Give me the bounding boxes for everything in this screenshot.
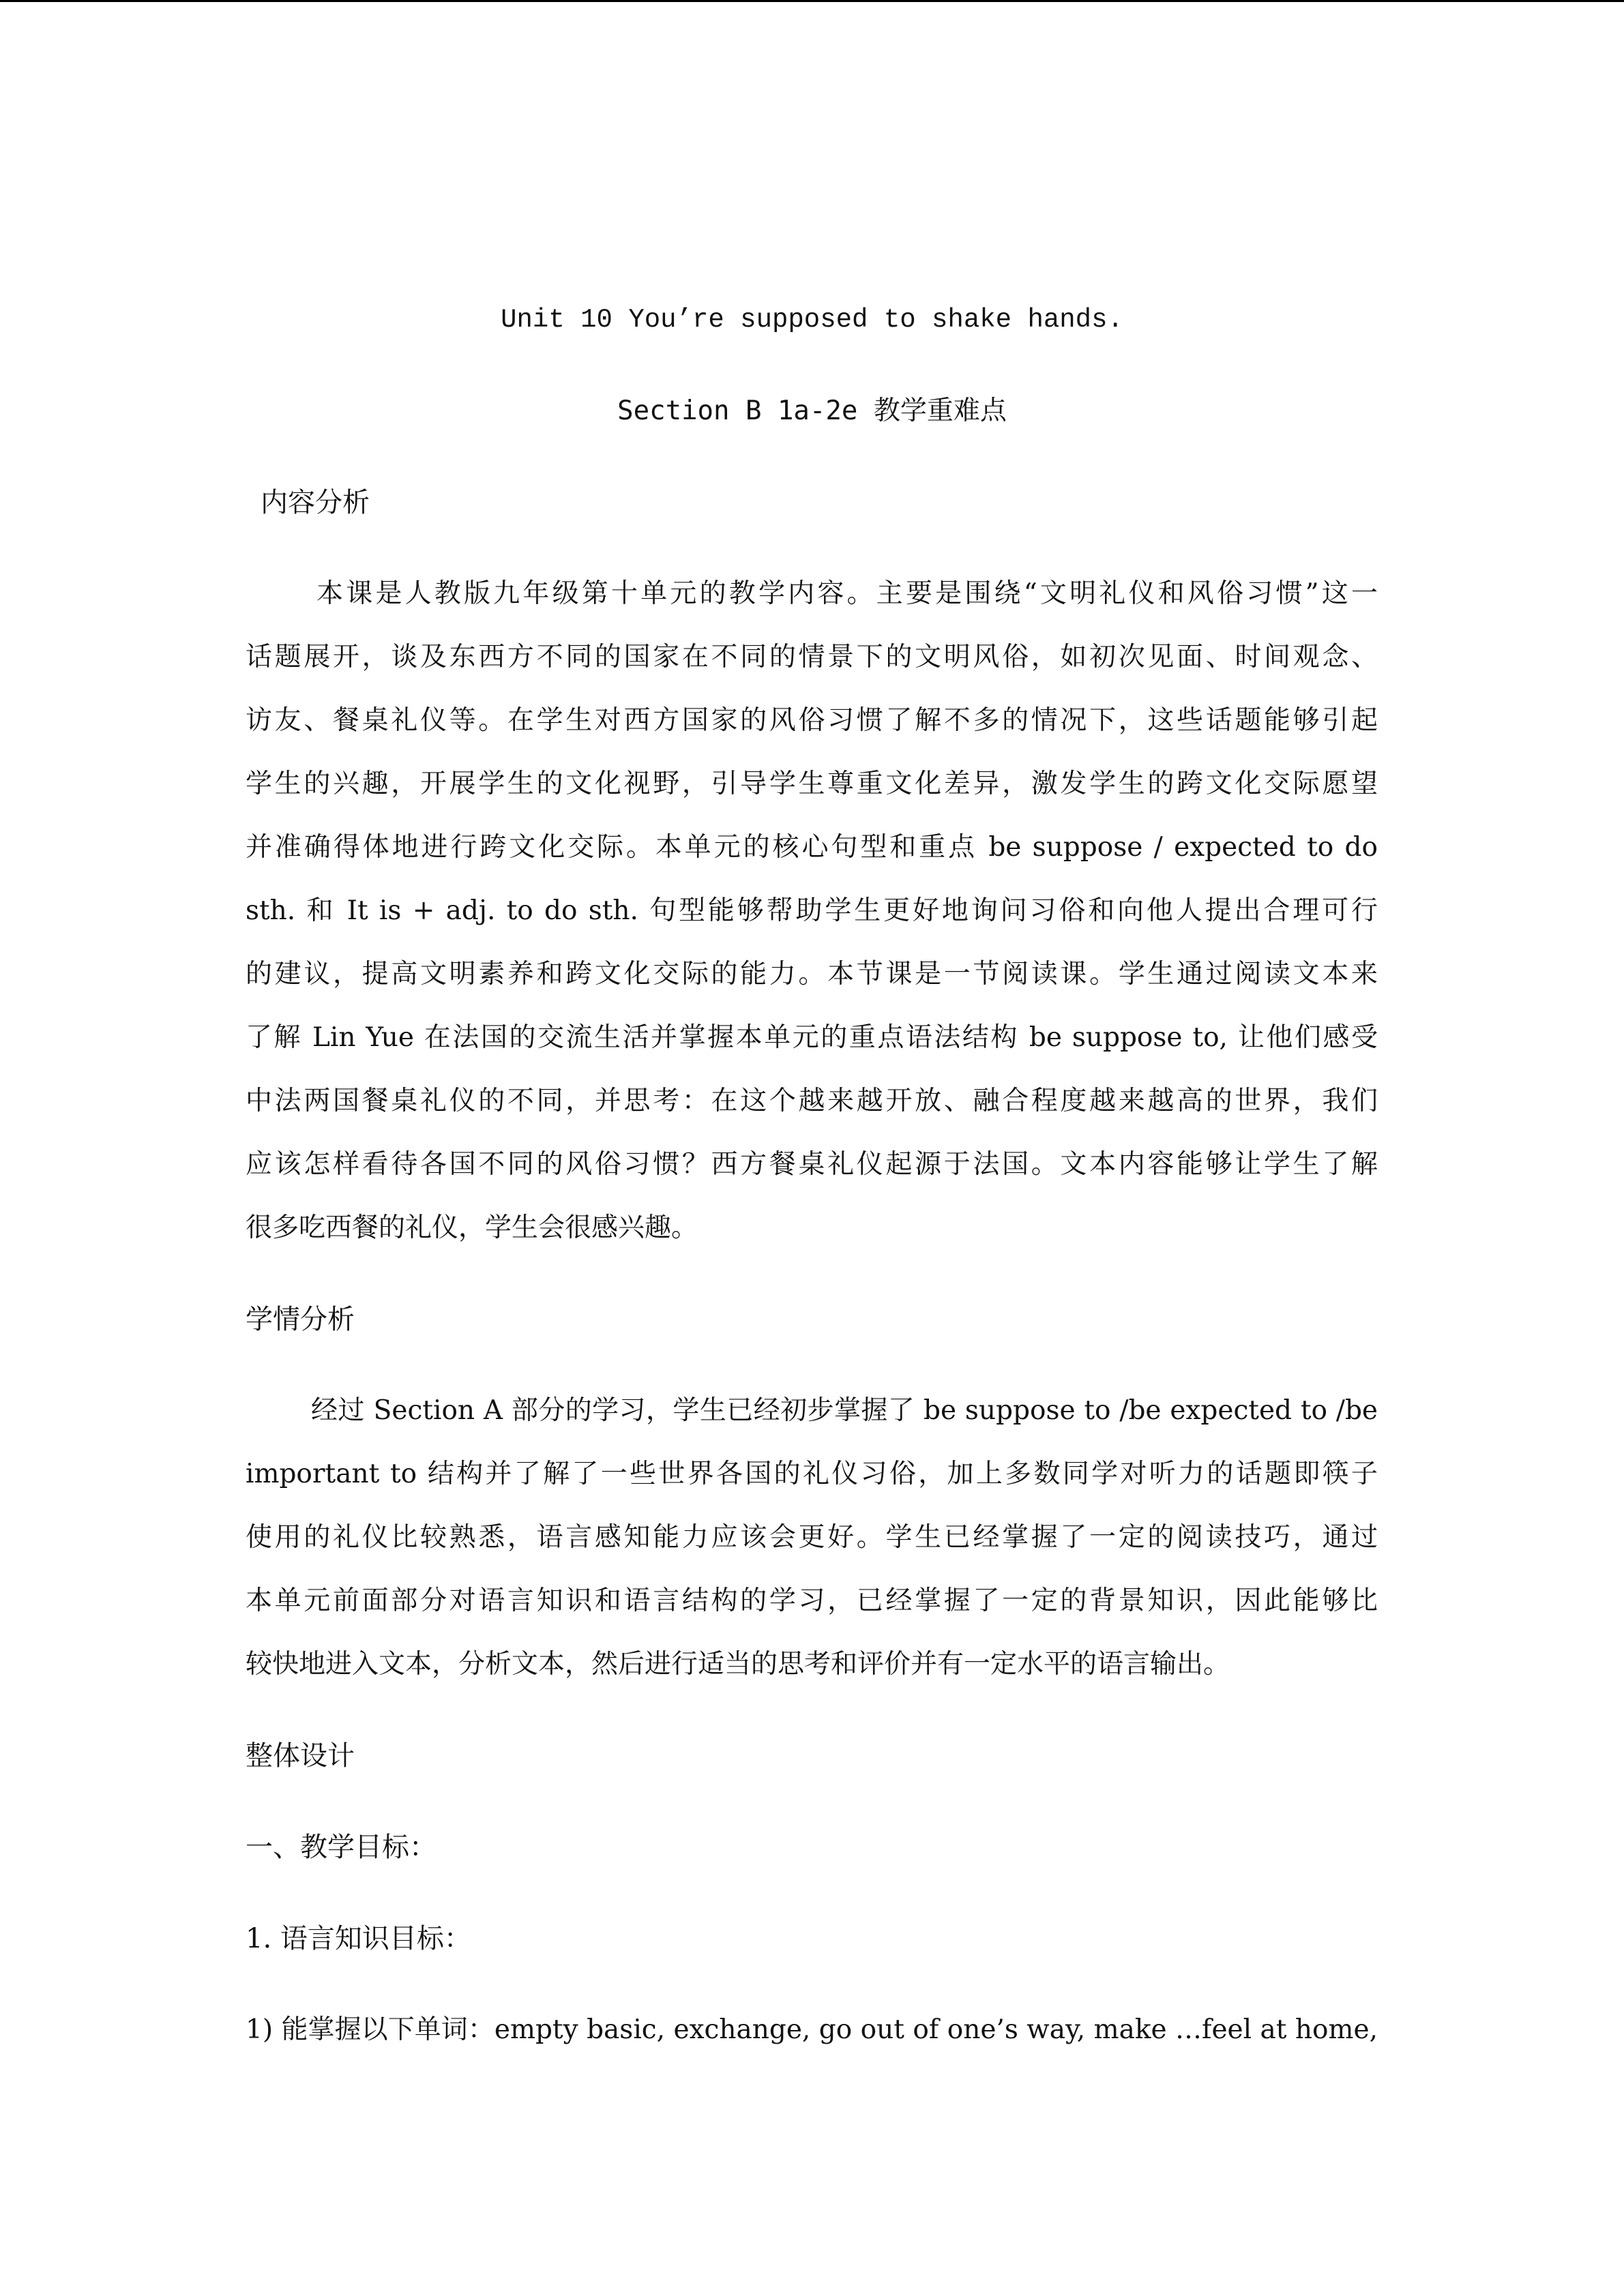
paragraph-line: 学生的兴趣，开展学生的文化视野，引导学生尊重文化差异，激发学生的跨文化交际愿望 — [246, 769, 1378, 799]
paragraph-line: 了解 Lin Yue 在法国的交流生活并掌握本单元的重点语法结构 be suppose to, 让他们感受 — [246, 1022, 1378, 1053]
vocabulary-item: 1) 能掌握以下单词：empty basic, exchange, go out of one’s way, make …feel at home, — [246, 2014, 1378, 2045]
student-analysis-heading: 学情分析 — [246, 1304, 355, 1335]
paragraph-line: 应该怎样看待各国不同的风俗习惯？西方餐桌礼仪起源于法国。文本内容能够让学生了解 — [246, 1149, 1378, 1180]
paragraph-line: 很多吃西餐的礼仪，学生会很感兴趣。 — [246, 1212, 698, 1243]
paragraph-line: 本课是人教版九年级第十单元的教学内容。主要是围绕“文明礼仪和风俗习惯”这一 — [316, 578, 1378, 609]
paragraph-line: 并准确得体地进行跨文化交际。本单元的核心句型和重点 be suppose / expected to do — [246, 832, 1378, 863]
paragraph-line: 使用的礼仪比较熟悉，语言感知能力应该会更好。学生已经掌握了一定的阅读技巧，通过 — [246, 1522, 1378, 1553]
paragraph-line: sth. 和 It is + adj. to do sth. 句型能够帮助学生更好地询问习俗和向他人提出合理可行 — [246, 895, 1378, 926]
content-analysis-heading: 内容分析 — [261, 487, 370, 518]
document-subtitle: Section B 1a-2e 教学重难点 — [617, 396, 1007, 426]
paragraph-line: 的建议，提高文明素养和跨文化交际的能力。本节课是一节阅读课。学生通过阅读文本来 — [246, 959, 1378, 989]
paragraph-line: 访友、餐桌礼仪等。在学生对西方国家的风俗习惯了解不多的情况下，这些话题能够引起 — [246, 705, 1378, 736]
paragraph-line: 本单元前面部分对语言知识和语言结构的学习，已经掌握了一定的背景知识，因此能够比 — [246, 1585, 1378, 1616]
language-knowledge-heading: 1. 语言知识目标： — [246, 1923, 471, 1954]
paragraph-line: important to 结构并了解了一些世界各国的礼仪习俗，加上多数同学对听力的话题即筷子 — [246, 1459, 1378, 1489]
overall-design-heading: 整体设计 — [246, 1740, 355, 1772]
page-top-border — [0, 0, 1624, 2]
paragraph-line: 较快地进入文本，分析文本，然后进行适当的思考和评价并有一定水平的语言输出。 — [246, 1649, 1230, 1680]
paragraph-line: 中法两国餐桌礼仪的不同，并思考：在这个越来越开放、融合程度越来越高的世界，我们 — [246, 1086, 1378, 1116]
paragraph-line: 经过 Section A 部分的学习，学生已经初步掌握了 be suppose to /be expected to /be — [311, 1395, 1378, 1426]
teaching-goals-heading: 一、教学目标： — [246, 1832, 437, 1863]
document-title: Unit 10 You’re supposed to shake hands. — [501, 305, 1123, 335]
paragraph-line: 话题展开，谈及东西方不同的国家在不同的情景下的文明风俗，如初次见面、时间观念、 — [246, 642, 1378, 672]
